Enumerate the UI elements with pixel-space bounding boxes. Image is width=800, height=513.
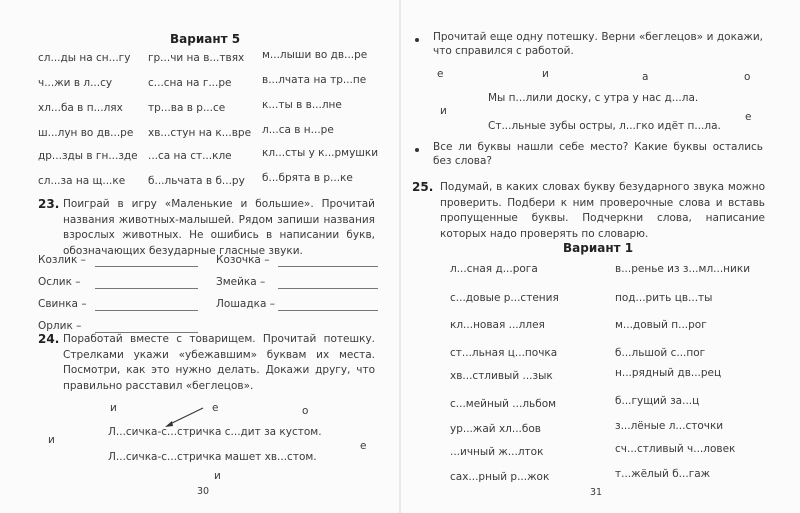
bullet-icon	[415, 148, 419, 152]
bullet-text-1: Прочитай еще одну потешку. Верни «беглецов» и докажи, что справился с работой.	[433, 31, 763, 57]
animal-label: Свинка –	[38, 298, 87, 310]
floating-letter: е	[745, 111, 752, 123]
answer-line[interactable]	[95, 288, 198, 289]
task-24-text: Поработай вместе с товарищем. Прочитай потешку. Стрелками укажи «убежавшим» буквам их места. Посмотри, как это нужно делать. Докажи другу, что правильно расставил «беглецов».	[63, 333, 375, 392]
task-23-text: Поиграй в игру «Маленькие и большие». Прочитай названия животных-малышей. Рядом запиши названия взрослых животных. Не ошибись в написании букв, обозначающих безударные гласные звуки.	[63, 198, 375, 257]
word-pair: с...довые р...стения	[450, 292, 559, 304]
word-pair: в...лчата на тр...пе	[262, 74, 367, 86]
animal-label: Змейка –	[216, 276, 266, 288]
word-pair: др...зды в гн...зде	[38, 150, 138, 162]
word-pair: хв...стун на к...вре	[148, 127, 252, 139]
word-pair: гр...чи на в...твях	[148, 52, 245, 64]
animal-label: Орлик –	[38, 320, 82, 332]
word-pair: ш...лун во дв...ре	[38, 127, 134, 139]
word-pair: сч...стливый ч...ловек	[615, 443, 736, 455]
word-pair: сл...ды на сн...гу	[38, 52, 131, 64]
floating-letter: и	[48, 434, 55, 446]
word-pair: н...рядный дв...рец	[615, 367, 722, 379]
rhyme-line: Ст...льные зубы остры, л...гко идёт п...ла.	[488, 120, 721, 132]
word-pair: б...льшой с...пог	[615, 347, 706, 359]
task-24-number: 24.	[38, 332, 60, 346]
word-pair: под...рить цв...ты	[615, 292, 713, 304]
page-number: 30	[197, 486, 210, 497]
word-pair: з...лёные л...сточки	[615, 420, 724, 432]
answer-line[interactable]	[95, 266, 198, 267]
word-pair: б...гущий за...ц	[615, 395, 700, 407]
floating-letter: о	[302, 405, 309, 417]
word-pair: хл...ба в п...лях	[38, 102, 123, 114]
floating-letter: е	[437, 68, 444, 80]
word-pair: м...лыши во дв...ре	[262, 49, 368, 61]
answer-line[interactable]	[278, 288, 378, 289]
word-pair: ст...льная ц...почка	[450, 347, 558, 359]
rhyme-line: Л...сичка-с...стричка с...дит за кустом.	[108, 426, 322, 438]
word-pair: м...довый п...рог	[615, 319, 707, 331]
rhyme-line: Л...сичка-с...стричка машет хв...стом.	[108, 451, 317, 463]
word-pair: б...брята в р...ке	[262, 172, 353, 184]
floating-letter: е	[212, 402, 219, 414]
floating-letter: о	[744, 71, 751, 83]
word-pair: л...са в н...ре	[262, 124, 334, 136]
word-pair: к...ты в в...лне	[262, 99, 342, 111]
word-pair: кл...сты у к...рмушки	[262, 147, 379, 159]
word-pair: л...сная д...рога	[450, 263, 538, 275]
word-pair: хв...стливый ...зык	[450, 370, 553, 382]
word-pair: ...ичный ж...лток	[450, 446, 544, 458]
task-25-number: 25.	[412, 180, 434, 194]
variant-1-title: Вариант 1	[563, 241, 634, 255]
animal-label: Козочка –	[216, 254, 270, 266]
word-pair: с...мейный ...льбом	[450, 398, 557, 410]
floating-letter: и	[542, 68, 549, 80]
word-pair: тр...ва в р...се	[148, 102, 226, 114]
word-pair: ...са на ст...кле	[148, 150, 232, 162]
word-pair: ч...жи в л...су	[38, 77, 113, 89]
word-pair: т...жёлый б...гаж	[615, 468, 711, 480]
word-pair: кл...новая ...ллея	[450, 319, 545, 331]
word-pair: сл...за на щ...ке	[38, 175, 126, 187]
bullet-text-2: Все ли буквы нашли себе место? Какие буквы остались без слова?	[433, 141, 763, 167]
word-pair: с...сна на г...ре	[148, 77, 232, 89]
book-fold	[399, 0, 401, 513]
rhyme-line: Мы п...лили доску, с утра у нас д...ла.	[488, 92, 699, 104]
word-pair: в...ренье из з...мл...ники	[615, 263, 751, 275]
floating-letter: е	[360, 440, 367, 452]
answer-line[interactable]	[278, 266, 378, 267]
animal-label: Козлик –	[38, 254, 86, 266]
answer-line[interactable]	[95, 310, 198, 311]
word-pair: сах...рный р...жок	[450, 471, 550, 483]
page-number: 31	[590, 487, 603, 498]
word-pair: б...льчата в б...ру	[148, 175, 245, 187]
floating-letter: а	[642, 71, 649, 83]
word-pair: ур...жай хл...бов	[450, 423, 541, 435]
floating-letter: и	[110, 402, 117, 414]
floating-letter: и	[440, 105, 447, 117]
task-25-text: Подумай, в каких словах букву безударного звука можно проверить. Подбери к ним проверочные слова и вставь пропущенные буквы. Подчеркни слова, написание которых надо проверять по словарю.	[440, 181, 765, 240]
variant-5-title: Вариант 5	[170, 32, 241, 46]
answer-line[interactable]	[278, 310, 378, 311]
animal-label: Лошадка –	[216, 298, 275, 310]
bullet-icon	[415, 38, 419, 42]
animal-label: Ослик –	[38, 276, 81, 288]
floating-letter: и	[214, 470, 221, 482]
task-23-number: 23.	[38, 197, 60, 211]
